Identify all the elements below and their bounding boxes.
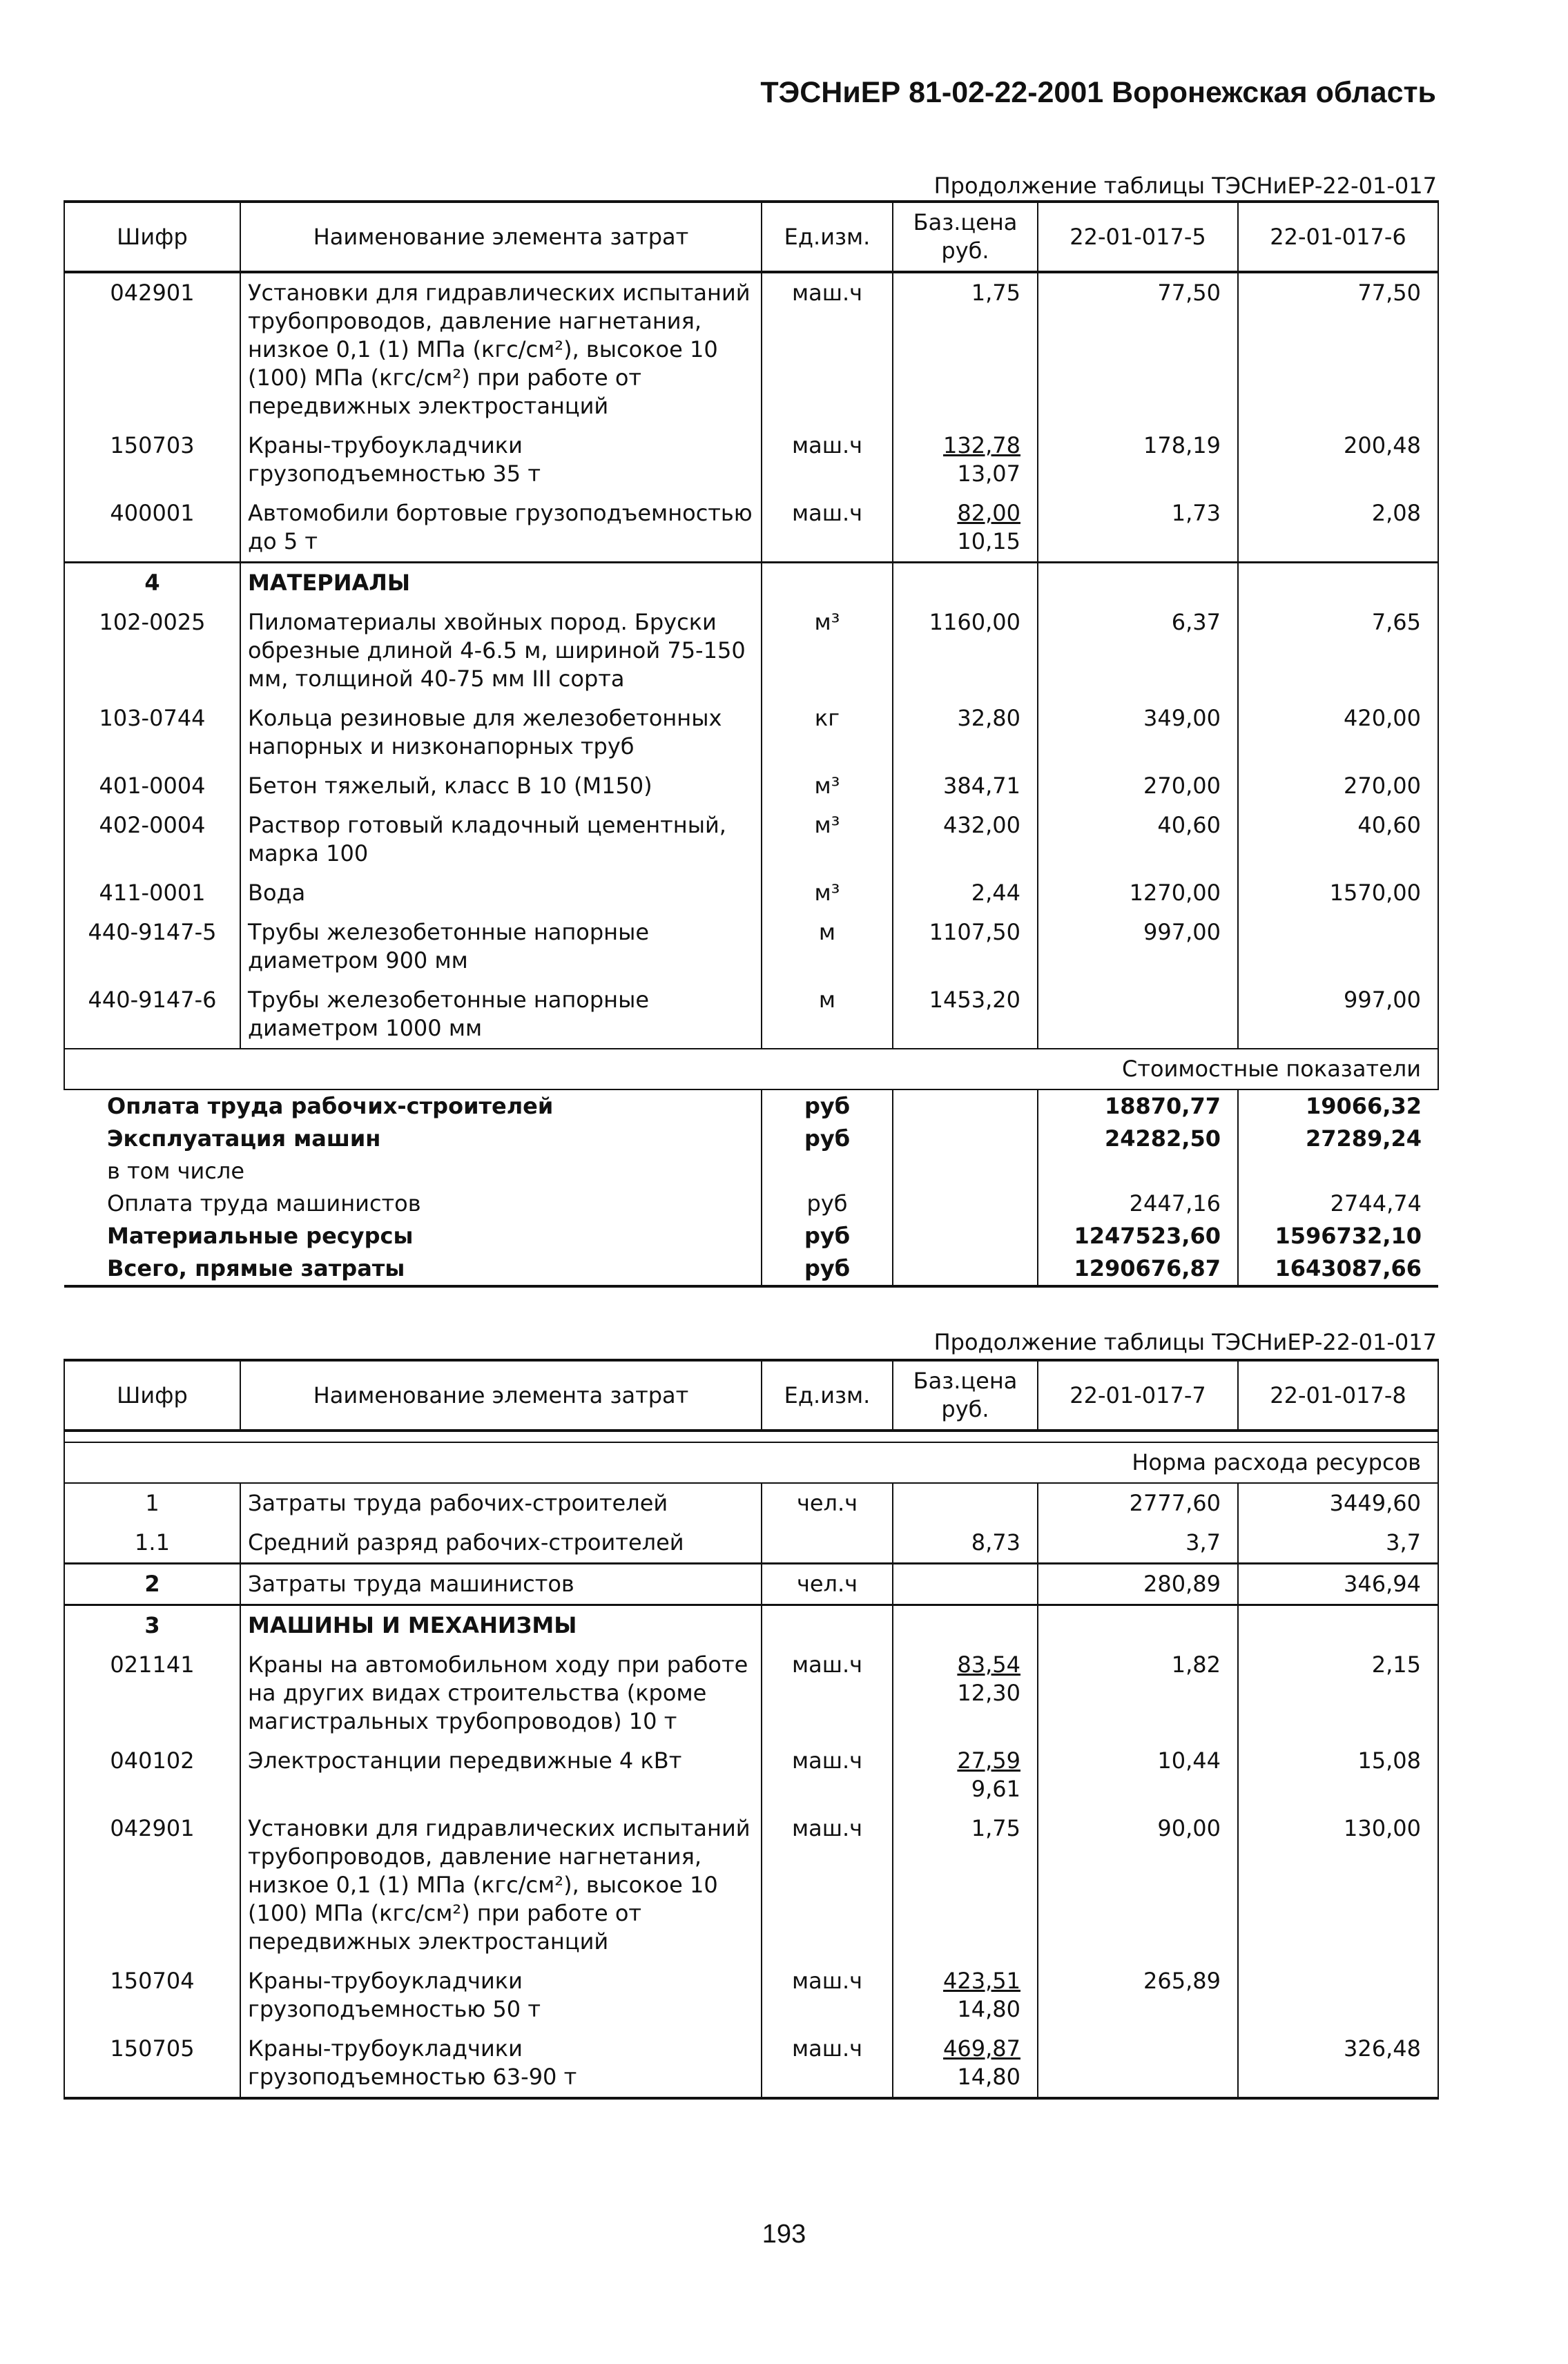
table2	[64, 1359, 1439, 2100]
table1	[64, 200, 1439, 1288]
cell-v1: 90,00	[1038, 1809, 1238, 1961]
summary-row	[64, 1155, 1438, 1188]
cell-base	[893, 1645, 1038, 1741]
cell-v2: 346,94	[1238, 1564, 1438, 1605]
table-row	[64, 1523, 1438, 1564]
header-name: Наименование элемента затрат	[240, 1360, 762, 1431]
header-col2: 22-01-017-6	[1238, 202, 1438, 272]
cell-code: 1	[64, 1483, 240, 1523]
cell-name: Трубы железобетонные напорные диаметром 900 мм	[240, 913, 762, 980]
cell-v2: 77,50	[1238, 272, 1438, 426]
cell-v1	[1038, 980, 1238, 1049]
summary-v2: 1643087,66	[1238, 1252, 1438, 1286]
summary-unit	[762, 1155, 893, 1188]
cell-unit: м³	[762, 806, 893, 873]
summary-v1: 24282,50	[1038, 1123, 1238, 1155]
table1-caption: Продолжение таблицы ТЭСНиЕР-22-01-017	[933, 173, 1437, 199]
base-wage: 14,80	[957, 1996, 1020, 2022]
cell-v1: 1,73	[1038, 494, 1238, 563]
cost-indicators-label: Стоимостные показатели	[64, 1049, 1438, 1089]
cell-code: 401-0004	[64, 766, 240, 806]
summary-label: Оплата труда машинистов	[107, 1190, 421, 1217]
summary-label: в том числе	[107, 1158, 244, 1184]
table-row	[64, 426, 1438, 494]
table-row	[64, 1809, 1438, 1961]
cell-v2	[1238, 913, 1438, 980]
summary-row	[64, 1252, 1438, 1286]
base-wage: 13,07	[957, 461, 1020, 487]
header-base-price: Баз.цена руб.	[893, 202, 1038, 272]
summary-v2: 2744,74	[1238, 1188, 1438, 1220]
cell-v2: 1570,00	[1238, 873, 1438, 913]
cell-unit: м³	[762, 603, 893, 699]
cell-unit: м³	[762, 766, 893, 806]
section-code: 4	[64, 563, 240, 603]
summary-unit: руб	[762, 1089, 893, 1123]
cell-code: 402-0004	[64, 806, 240, 873]
cell-unit: маш.ч	[762, 1809, 893, 1961]
table1-header-row	[64, 202, 1438, 272]
header-code: Шифр	[64, 202, 240, 272]
cell-code: 102-0025	[64, 603, 240, 699]
cell-name: Средний разряд рабочих-строителей	[240, 1523, 762, 1564]
cell-base: 2,44	[893, 873, 1038, 913]
cell-base	[893, 1483, 1038, 1523]
cell-name: Установки для гидравлических испытаний трубопроводов, давление нагнетания, низкое 0,1 (1) МПа (кгс/см²), высокое 10 (100) МПа (кгс/см²) при работе от передвижных электростанций	[240, 272, 762, 426]
cell-base: 32,80	[893, 699, 1038, 766]
cell-code: 103-0744	[64, 699, 240, 766]
cell-unit: маш.ч	[762, 2029, 893, 2098]
base-price: 83,54	[957, 1651, 1020, 1678]
cell-unit: м	[762, 980, 893, 1049]
cell-name: Краны-трубоукладчики грузоподъемностью 35 т	[240, 426, 762, 494]
cell-v2: 997,00	[1238, 980, 1438, 1049]
cell-v1: 280,89	[1038, 1564, 1238, 1605]
summary-row	[64, 1123, 1438, 1155]
summary-v1: 18870,77	[1038, 1089, 1238, 1123]
summary-unit: руб	[762, 1123, 893, 1155]
cell-code: 440-9147-6	[64, 980, 240, 1049]
cell-base: 1,75	[893, 1809, 1038, 1961]
cell-unit: маш.ч	[762, 1961, 893, 2029]
cell-v1: 2777,60	[1038, 1483, 1238, 1523]
base-wage: 14,80	[957, 2064, 1020, 2090]
base-price: 132,78	[943, 432, 1020, 458]
section-code: 3	[64, 1605, 240, 1646]
cell-name: Пиломатериалы хвойных пород. Бруски обрезные длиной 4-6.5 м, шириной 75-150 мм, толщиной 40-75 мм III сорта	[240, 603, 762, 699]
cell-code: 040102	[64, 1741, 240, 1809]
cell-base	[893, 1961, 1038, 2029]
header-col1: 22-01-017-5	[1038, 202, 1238, 272]
page-number: 193	[762, 2220, 806, 2249]
cell-base: 1160,00	[893, 603, 1038, 699]
base-price: 423,51	[943, 1968, 1020, 1994]
summary-v2: 1596732,10	[1238, 1220, 1438, 1252]
table2-caption: Продолжение таблицы ТЭСНиЕР-22-01-017	[933, 1329, 1437, 1355]
cell-v2: 270,00	[1238, 766, 1438, 806]
spacer-row	[64, 1431, 1438, 1442]
table-row	[64, 1645, 1438, 1741]
cell-v2: 200,48	[1238, 426, 1438, 494]
cell-base	[893, 494, 1038, 563]
cell-unit: кг	[762, 699, 893, 766]
summary-v2: 19066,32	[1238, 1089, 1438, 1123]
cell-base	[893, 1564, 1038, 1605]
cell-v1: 997,00	[1038, 913, 1238, 980]
cell-unit: маш.ч	[762, 426, 893, 494]
cell-base: 432,00	[893, 806, 1038, 873]
cell-v1: 77,50	[1038, 272, 1238, 426]
table-row	[64, 1961, 1438, 2029]
header-col2: 22-01-017-8	[1238, 1360, 1438, 1431]
cell-v2: 2,15	[1238, 1645, 1438, 1741]
header-name: Наименование элемента затрат	[240, 202, 762, 272]
summary-v2	[1238, 1155, 1438, 1188]
cell-base	[893, 2029, 1038, 2098]
base-price: 469,87	[943, 2035, 1020, 2062]
cell-base: 384,71	[893, 766, 1038, 806]
table2-header-row	[64, 1360, 1438, 1431]
document-header-title: ТЭСНиЕР 81-02-22-2001 Воронежская область	[760, 76, 1436, 109]
summary-v1: 1247523,60	[1038, 1220, 1238, 1252]
cell-code: 021141	[64, 1645, 240, 1741]
summary-row	[64, 1188, 1438, 1220]
base-wage: 9,61	[971, 1776, 1020, 1802]
summary-v1: 1290676,87	[1038, 1252, 1238, 1286]
base-wage: 12,30	[957, 1680, 1020, 1706]
cell-code: 150704	[64, 1961, 240, 2029]
cell-v1: 178,19	[1038, 426, 1238, 494]
cell-name: Краны-трубоукладчики грузоподъемностью 63-90 т	[240, 2029, 762, 2098]
cell-v1	[1038, 2029, 1238, 2098]
cell-v2: 7,65	[1238, 603, 1438, 699]
cell-base	[893, 1741, 1038, 1809]
cost-indicators-row	[64, 1049, 1438, 1089]
table-row	[64, 1483, 1438, 1523]
section-row	[64, 1605, 1438, 1646]
summary-v1	[1038, 1155, 1238, 1188]
cell-v1: 265,89	[1038, 1961, 1238, 2029]
header-code: Шифр	[64, 1360, 240, 1431]
cell-v1: 1,82	[1038, 1645, 1238, 1741]
cell-name: Электростанции передвижные 4 кВт	[240, 1741, 762, 1809]
cell-code: 042901	[64, 272, 240, 426]
table-row	[64, 603, 1438, 699]
table-row	[64, 980, 1438, 1049]
cell-name: Вода	[240, 873, 762, 913]
norm-label-row	[64, 1442, 1438, 1483]
summary-label: Материальные ресурсы	[107, 1223, 414, 1249]
summary-label: Эксплуатация машин	[107, 1125, 381, 1152]
cell-v1: 10,44	[1038, 1741, 1238, 1809]
cell-unit: чел.ч	[762, 1483, 893, 1523]
cell-name: Установки для гидравлических испытаний трубопроводов, давление нагнетания, низкое 0,1 (1) МПа (кгс/см²), высокое 10 (100) МПа (кгс/см²) при работе от передвижных электростанций	[240, 1809, 762, 1961]
header-base-price: Баз.цена руб.	[893, 1360, 1038, 1431]
cell-v2: 2,08	[1238, 494, 1438, 563]
summary-unit: руб	[762, 1220, 893, 1252]
summary-v1: 2447,16	[1038, 1188, 1238, 1220]
cell-unit: маш.ч	[762, 272, 893, 426]
cell-code: 042901	[64, 1809, 240, 1961]
cell-name: Краны на автомобильном ходу при работе на других видах строительства (кроме магистральных трубопроводов) 10 т	[240, 1645, 762, 1741]
cell-name: Раствор готовый кладочный цементный, марка 100	[240, 806, 762, 873]
cell-v2: 3449,60	[1238, 1483, 1438, 1523]
norm-label: Норма расхода ресурсов	[64, 1442, 1438, 1483]
cell-unit: чел.ч	[762, 1564, 893, 1605]
summary-unit: руб	[762, 1252, 893, 1286]
cell-unit: маш.ч	[762, 494, 893, 563]
cell-v1: 3,7	[1038, 1523, 1238, 1564]
table-row	[64, 494, 1438, 563]
section-row	[64, 563, 1438, 603]
cell-code: 150703	[64, 426, 240, 494]
cell-base: 1,75	[893, 272, 1038, 426]
table-row	[64, 806, 1438, 873]
cell-base: 1453,20	[893, 980, 1038, 1049]
cell-name: Трубы железобетонные напорные диаметром 1000 мм	[240, 980, 762, 1049]
cell-name: Бетон тяжелый, класс В 10 (М150)	[240, 766, 762, 806]
cell-v2: 130,00	[1238, 1809, 1438, 1961]
table-row	[64, 272, 1438, 426]
cell-name: Затраты труда машинистов	[240, 1564, 762, 1605]
cell-v1: 270,00	[1038, 766, 1238, 806]
header-col1: 22-01-017-7	[1038, 1360, 1238, 1431]
cell-code: 150705	[64, 2029, 240, 2098]
cell-v1: 6,37	[1038, 603, 1238, 699]
summary-label: Оплата труда рабочих-строителей	[107, 1093, 554, 1119]
table-row	[64, 1741, 1438, 1809]
table-row	[64, 1564, 1438, 1605]
cell-name: Автомобили бортовые грузоподъемностью до 5 т	[240, 494, 762, 563]
header-unit: Ед.изм.	[762, 1360, 893, 1431]
cell-code: 411-0001	[64, 873, 240, 913]
summary-label: Всего, прямые затраты	[64, 1252, 762, 1286]
table-row	[64, 873, 1438, 913]
cell-unit	[762, 1523, 893, 1564]
summary-row	[64, 1089, 1438, 1123]
cell-name: Затраты труда рабочих-строителей	[240, 1483, 762, 1523]
cell-v1: 40,60	[1038, 806, 1238, 873]
cell-base	[893, 426, 1038, 494]
cell-code: 400001	[64, 494, 240, 563]
cell-code: 1.1	[64, 1523, 240, 1564]
cell-v2: 420,00	[1238, 699, 1438, 766]
cell-code: 2	[64, 1564, 240, 1605]
section-title: МАТЕРИАЛЫ	[240, 563, 762, 603]
summary-v2: 27289,24	[1238, 1123, 1438, 1155]
section-title: МАШИНЫ И МЕХАНИЗМЫ	[240, 1605, 762, 1646]
summary-unit: руб	[762, 1188, 893, 1220]
cell-v2: 15,08	[1238, 1741, 1438, 1809]
cell-v2: 326,48	[1238, 2029, 1438, 2098]
cell-base: 8,73	[893, 1523, 1038, 1564]
cell-unit: маш.ч	[762, 1741, 893, 1809]
cell-v2	[1238, 1961, 1438, 2029]
cell-unit: м	[762, 913, 893, 980]
cell-unit: м³	[762, 873, 893, 913]
header-unit: Ед.изм.	[762, 202, 893, 272]
base-wage: 10,15	[957, 528, 1020, 554]
table-row	[64, 913, 1438, 980]
cell-v1: 349,00	[1038, 699, 1238, 766]
base-price: 82,00	[957, 500, 1020, 526]
table-row	[64, 2029, 1438, 2098]
table-row	[64, 699, 1438, 766]
cell-base: 1107,50	[893, 913, 1038, 980]
cell-v1: 1270,00	[1038, 873, 1238, 913]
base-price: 27,59	[957, 1747, 1020, 1774]
cell-code: 440-9147-5	[64, 913, 240, 980]
table-row	[64, 766, 1438, 806]
cell-v2: 3,7	[1238, 1523, 1438, 1564]
cell-name: Краны-трубоукладчики грузоподъемностью 50 т	[240, 1961, 762, 2029]
cell-name: Кольца резиновые для железобетонных напорных и низконапорных труб	[240, 699, 762, 766]
cell-unit: маш.ч	[762, 1645, 893, 1741]
cell-v2: 40,60	[1238, 806, 1438, 873]
summary-row	[64, 1220, 1438, 1252]
